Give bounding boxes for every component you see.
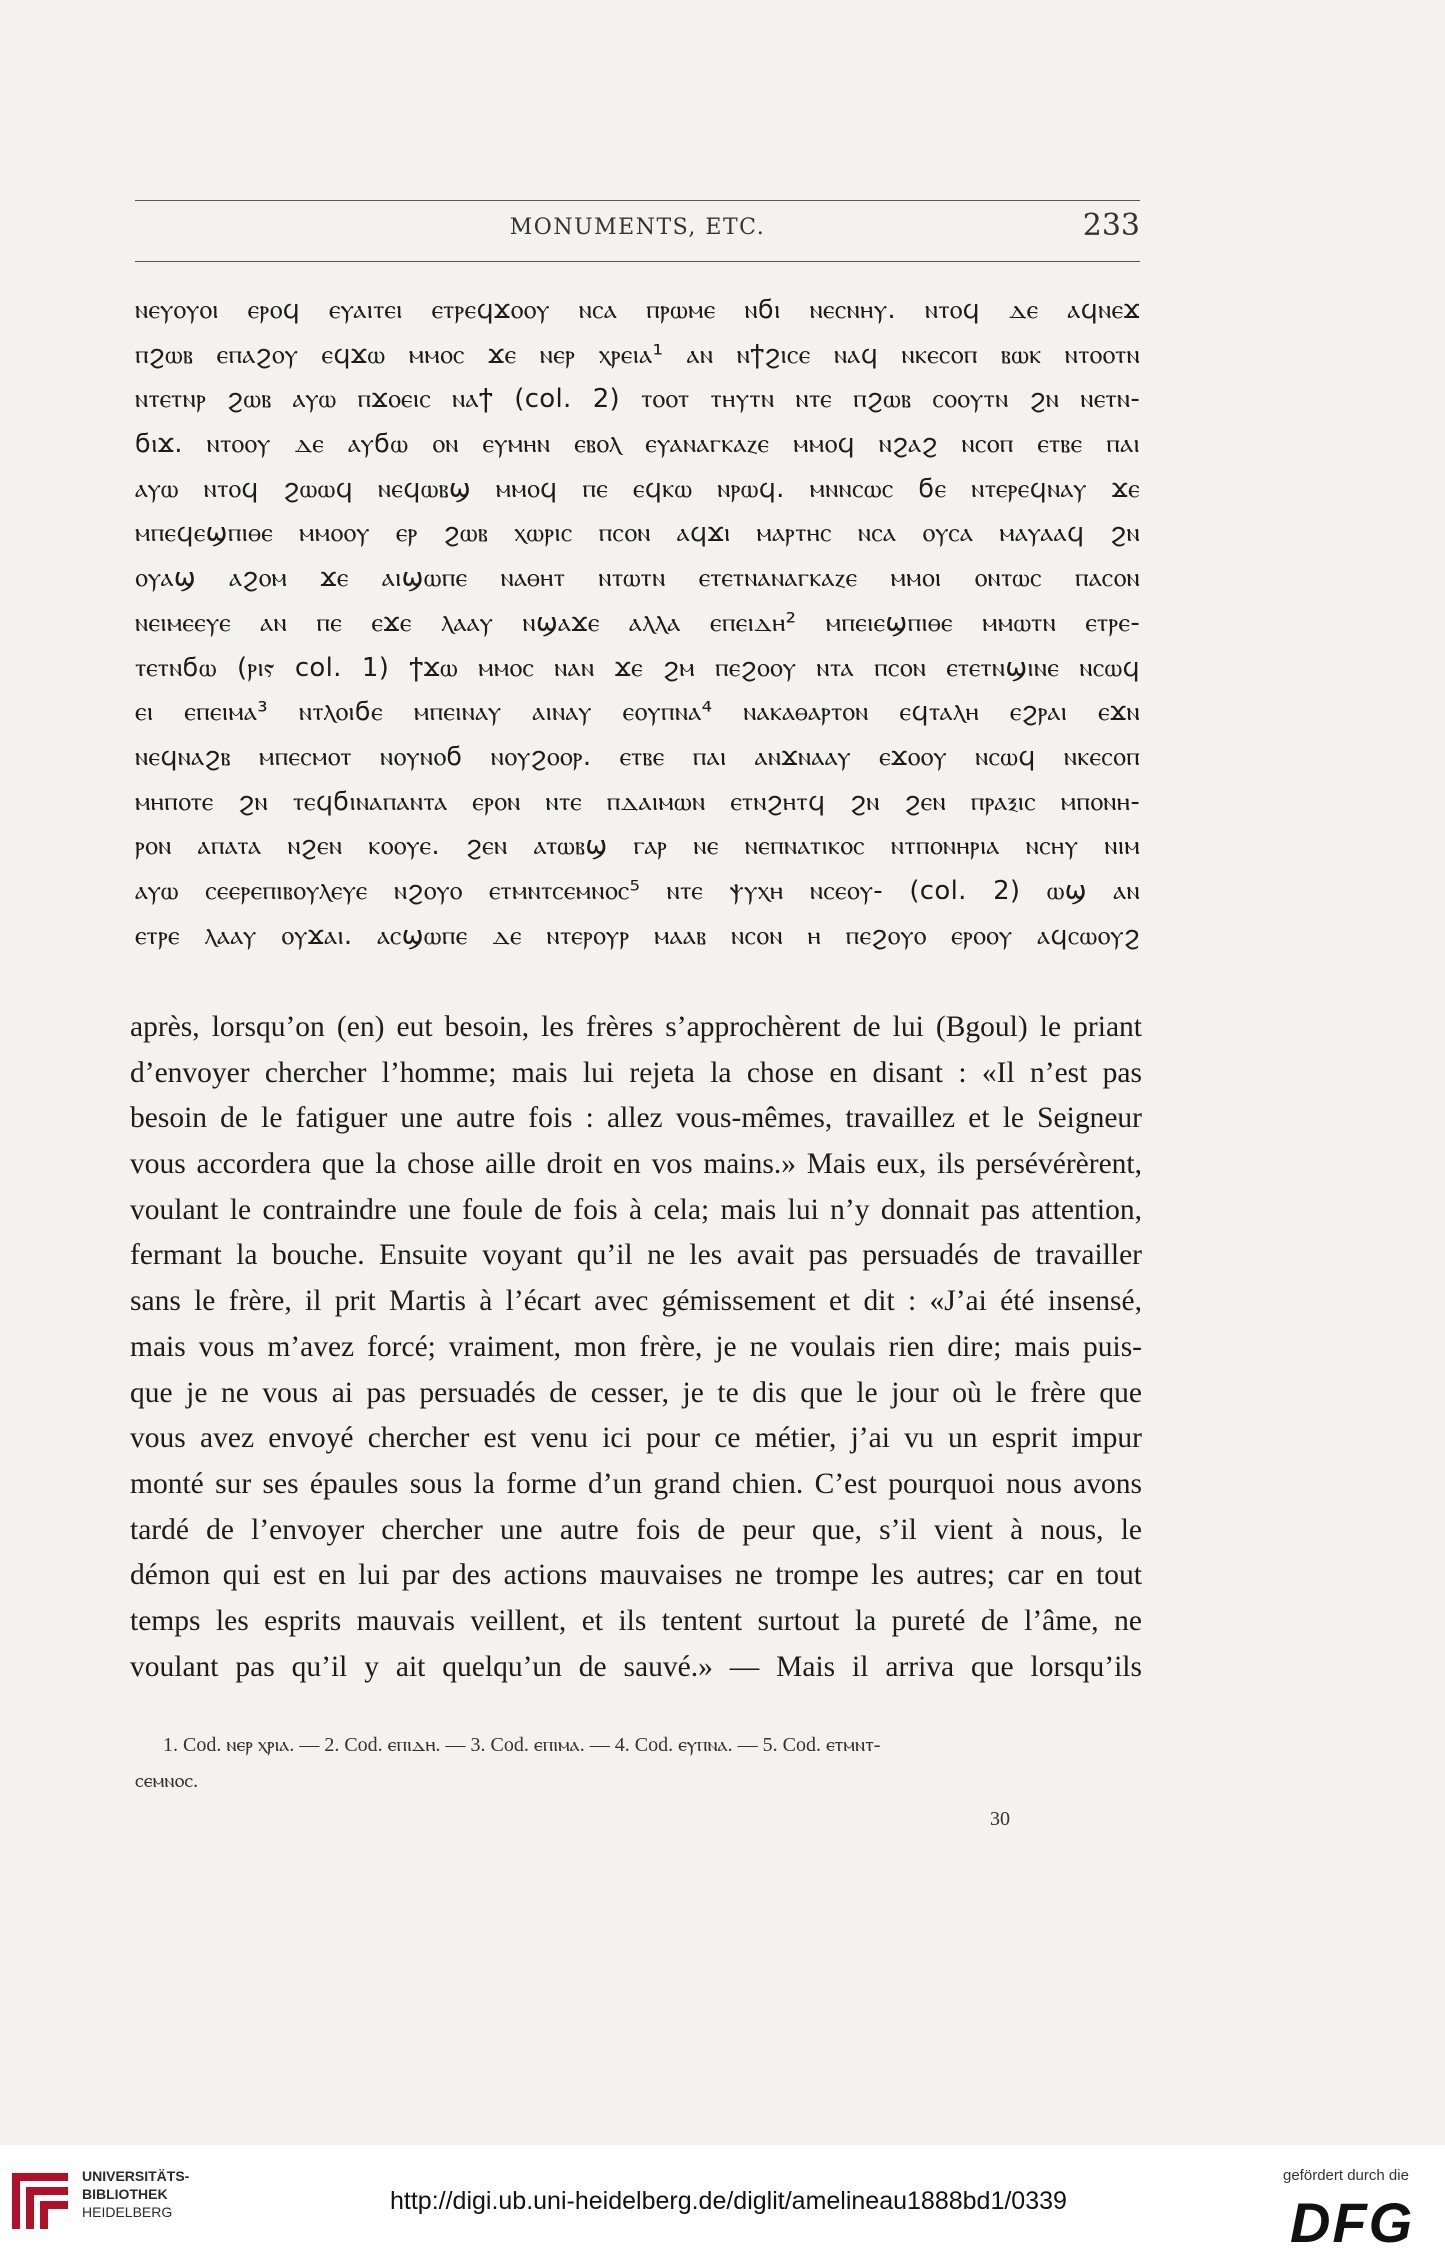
french-translation-block	[130, 1005, 1142, 1690]
coptic-line: ⲡϩⲱⲃ ⲉⲡⲁϩⲟⲩ ⲉϥϫⲱ ⲙⲙⲟⲥ ϫⲉ ⲛⲉⲣ ⲭⲣⲉⲓⲁ¹ ⲁⲛ ⲛϯϩⲓⲥⲉ ⲛⲁϥ ⲛⲕⲉⲥⲟⲡ ⲃⲱⲕ ⲛⲧⲟⲟⲧⲛ	[135, 339, 1140, 370]
library-name	[82, 2167, 189, 2221]
header-rule-bottom	[135, 261, 1140, 262]
french-line: temps les esprits mauvais veillent, et ils tentent surtout la pureté de l’âme, ne	[130, 1604, 1142, 1637]
running-header: MONUMENTS, ETC.	[509, 215, 766, 240]
coptic-line: ⲛⲉⲓⲙⲉⲉⲩⲉ ⲁⲛ ⲡⲉ ⲉϫⲉ ⲗⲁⲁⲩ ⲛϣⲁϫⲉ ⲁⲗⲗⲁ ⲉⲡⲉⲓⲇⲏ² ⲙⲡⲉⲓⲉϣⲡⲓⲑⲉ ⲙⲙⲱⲧⲛ ⲉⲧⲣⲉ-	[135, 607, 1140, 638]
french-line: besoin de le fatiguer une autre fois : allez vous-mêmes, travaillez et le Seigneur	[130, 1102, 1142, 1135]
french-line: vous avez envoyé chercher est venu ici pour ce métier, j’ai vu un esprit impur	[130, 1422, 1142, 1455]
coptic-line: ⲧⲉⲧⲛϭⲱ (ⲣⲓⲋ col. 1) ϯϫⲱ ⲙⲙⲟⲥ ⲛⲁⲛ ϫⲉ ϩⲙ ⲡⲉϩⲟⲟⲩ ⲛⲧⲁ ⲡⲥⲟⲛ ⲉⲧⲉⲧⲛϣⲓⲛⲉ ⲛⲥⲱϥ	[135, 652, 1140, 683]
french-line: d’envoyer chercher l’homme; mais lui rejeta la chose en disant : «Il n’est pas	[130, 1056, 1142, 1089]
french-line: sans le frère, il prit Martis à l’écart avec gémissement et dit : «J’ai été insensé,	[130, 1285, 1142, 1318]
coptic-line: ϭⲓϫ. ⲛⲧⲟⲟⲩ ⲇⲉ ⲁⲩϭⲱ ⲟⲛ ⲉⲩⲙⲏⲛ ⲉⲃⲟⲗ ⲉⲩⲁⲛⲁⲅⲕⲁⲍⲉ ⲙⲙⲟϥ ⲛϩⲁϩ ⲛⲥⲟⲡ ⲉⲧⲃⲉ ⲡⲁⲓ	[135, 429, 1140, 460]
coptic-line: ⲁⲩⲱ ⲥⲉⲉⲣⲉⲡⲓⲃⲟⲩⲗⲉⲩⲉ ⲛϩⲟⲩⲟ ⲉⲧⲙⲛⲧⲥⲉⲙⲛⲟⲥ⁵ ⲛⲧⲉ ⲯⲩⲭⲏ ⲛⲥⲉⲟⲩ- (col. 2) ⲱϣ ⲁⲛ	[135, 875, 1140, 906]
permalink-url[interactable]: http://digi.ub.uni-heidelberg.de/diglit/amelineau1888bd1/0339	[390, 2187, 1067, 2215]
french-line: fermant la bouche. Ensuite voyant qu’il ne les avait pas persuadés de travailler	[130, 1239, 1142, 1272]
funded-by-label: gefördert durch die	[1283, 2167, 1409, 2184]
coptic-line: ⲁⲩⲱ ⲛⲧⲟϥ ϩⲱⲱϥ ⲛⲉϥⲱⲃϣ ⲙⲙⲟϥ ⲡⲉ ⲉϥⲕⲱ ⲛⲣⲱϥ. ⲙⲛⲛⲥⲱⲥ ϭⲉ ⲛⲧⲉⲣⲉϥⲛⲁⲩ ϫⲉ	[135, 473, 1140, 504]
footnotes	[135, 1727, 1140, 1799]
university-library-logo-icon	[6, 2167, 74, 2235]
coptic-line: ⲉⲓ ⲉⲡⲉⲓⲙⲁ³ ⲛⲧⲗⲟⲓϭⲉ ⲙⲡⲉⲓⲛⲁⲩ ⲁⲓⲛⲁⲩ ⲉⲟⲩⲡⲛⲁ⁴ ⲛⲁⲕⲁⲑⲁⲣⲧⲟⲛ ⲉϥⲧⲁⲗⲏ ⲉϩⲣⲁⲓ ⲉϫⲛ	[135, 697, 1140, 728]
french-line: tardé de l’envoyer chercher une autre fois de peur que, s’il vient à nous, le	[130, 1513, 1142, 1546]
coptic-line: ⲛⲧⲉⲧⲛⲣ ϩⲱⲃ ⲁⲩⲱ ⲡϫⲟⲉⲓⲥ ⲛⲁϯ (col. 2) ⲧⲟⲟⲧ ⲧⲏⲩⲧⲛ ⲛⲧⲉ ⲡϩⲱⲃ ⲥⲟⲟⲩⲧⲛ ϩⲛ ⲛⲉⲧⲛ-	[135, 384, 1140, 415]
footnote-line: 1. Cod. ⲛⲉⲣ ⲭⲣⲓⲁ. — 2. Cod. ⲉⲡⲓⲇⲏ. — 3. Cod. ⲉⲡⲓⲙⲁ. — 4. Cod. ⲉⲩⲡⲛⲁ. — 5. Cod. ⲉⲧⲙⲛⲧ-	[163, 1734, 881, 1756]
coptic-line: ⲣⲟⲛ ⲁⲡⲁⲧⲁ ⲛϩⲉⲛ ⲕⲟⲟⲩⲉ. ϩⲉⲛ ⲁⲧⲱⲃϣ ⲅⲁⲣ ⲛⲉ ⲛⲉⲡⲛⲁⲧⲓⲕⲟⲥ ⲛⲧⲡⲟⲛⲏⲣⲓⲁ ⲛⲥⲏⲩ ⲛⲓⲙ	[135, 831, 1140, 862]
french-line: que je ne vous ai pas persuadés de cesser, je te dis que le jour où le frère que	[130, 1376, 1142, 1409]
french-line: démon qui est en lui par des actions mauvaises ne trompe les autres; car en tout	[130, 1559, 1142, 1592]
footer-bar	[0, 2145, 1445, 2256]
french-line: voulant le contraindre une foule de fois à cela; mais lui n’y donnait pas attention,	[130, 1193, 1142, 1226]
coptic-line: ⲉⲧⲣⲉ ⲗⲁⲁⲩ ⲟⲩϫⲁⲓ. ⲁⲥϣⲱⲡⲉ ⲇⲉ ⲛⲧⲉⲣⲟⲩⲣ ⲙⲁⲁⲃ ⲛⲥⲟⲛ ⲏ ⲡⲉϩⲟⲩⲟ ⲉⲣⲟⲟⲩ ⲁϥⲥⲱⲟⲩϩ	[135, 920, 1140, 951]
french-line: mais vous m’avez forcé; vraiment, mon frère, je ne voulais rien dire; mais puis-	[130, 1330, 1142, 1363]
coptic-line: ⲟⲩⲁϣ ⲁϩⲟⲙ ϫⲉ ⲁⲓϣⲱⲡⲉ ⲛⲁⲑⲏⲧ ⲛⲧⲱⲧⲛ ⲉⲧⲉⲧⲛⲁⲛⲁⲅⲕⲁⲍⲉ ⲙⲙⲟⲓ ⲟⲛⲧⲱⲥ ⲡⲁⲥⲟⲛ	[135, 563, 1140, 594]
french-line: après, lorsqu’on (en) eut besoin, les frères s’approchèrent de lui (Bgoul) le priant	[130, 1011, 1142, 1043]
coptic-line: ⲛⲉϥⲛⲁϩⲃ ⲙⲡⲉⲥⲙⲟⲧ ⲛⲟⲩⲛⲟϭ ⲛⲟⲩϩⲟⲟⲣ. ⲉⲧⲃⲉ ⲡⲁⲓ ⲁⲛϫⲛⲁⲁⲩ ⲉϫⲟⲟⲩ ⲛⲥⲱϥ ⲛⲕⲉⲥⲟⲡ	[135, 741, 1140, 772]
dfg-logo: DFG	[1290, 2191, 1415, 2254]
coptic-line: ⲙⲏⲡⲟⲧⲉ ϩⲛ ⲧⲉϥϭⲓⲛⲁⲡⲁⲛⲧⲁ ⲉⲣⲟⲛ ⲛⲧⲉ ⲡⲇⲁⲓⲙⲱⲛ ⲉⲧⲛϩⲏⲧϥ ϩⲛ ϩⲉⲛ ⲡⲣⲁⲝⲓⲥ ⲙⲡⲟⲛⲏ-	[135, 786, 1140, 817]
french-line: vous accordera que la chose aille droit en vos mains.» Mais eux, ils persévérèrent,	[130, 1148, 1142, 1181]
footnote-line-continued: ⲥⲉⲙⲛⲟⲥ.	[135, 1770, 199, 1792]
french-line: monté sur ses épaules sous la forme d’un grand chien. C’est pourquoi nous avons	[130, 1467, 1142, 1500]
french-line: voulant pas qu’il y ait quelqu’un de sauvé.» — Mais il arriva que lorsqu’ils	[130, 1650, 1142, 1683]
coptic-line: ⲛⲉⲩⲟⲩⲟⲓ ⲉⲣⲟϥ ⲉⲩⲁⲓⲧⲉⲓ ⲉⲧⲣⲉϥϫⲟⲟⲩ ⲛⲥⲁ ⲡⲣⲱⲙⲉ ⲛϭⲓ ⲛⲉⲥⲛⲏⲩ. ⲛⲧⲟϥ ⲇⲉ ⲁϥⲛⲉϫ	[135, 295, 1140, 325]
library-name-line: UNIVERSITÄTS-	[82, 2168, 190, 2184]
coptic-text-block	[135, 288, 1140, 958]
header-rule-top	[135, 200, 1140, 201]
library-name-line: BIBLIOTHEK	[82, 2186, 168, 2202]
page-number: 233	[1082, 208, 1140, 243]
signature-mark: 30	[990, 1808, 1010, 1830]
library-name-line: HEIDELBERG	[82, 2204, 173, 2220]
coptic-line: ⲙⲡⲉϥⲉϣⲡⲓⲑⲉ ⲙⲙⲟⲟⲩ ⲉⲣ ϩⲱⲃ ⲭⲱⲣⲓⲥ ⲡⲥⲟⲛ ⲁϥϫⲓ ⲙⲁⲣⲧⲏⲥ ⲛⲥⲁ ⲟⲩⲥⲁ ⲙⲁⲩⲁⲁϥ ϩⲛ	[135, 518, 1140, 549]
